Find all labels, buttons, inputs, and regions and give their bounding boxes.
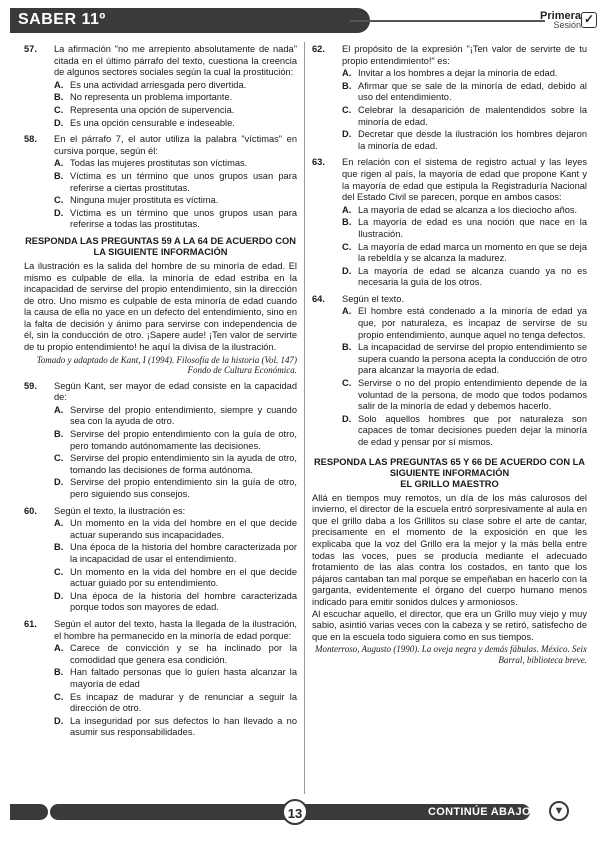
right-column: [312, 44, 587, 670]
question-stem: Según el texto.: [342, 293, 405, 304]
session-primera: Primera: [540, 10, 581, 22]
question-stem: En el párrafo 7, el autor utiliza la palabra "víctimas" en cursiva porque, según él:: [54, 134, 297, 156]
continue-label: CONTINÚE ABAJO: [428, 806, 531, 818]
question-number: 60.: [24, 505, 37, 516]
option-c[interactable]: C. Servirse o no del propio entendimiento depende de la voluntad de la persona, de modo que todos podamos salir de la minoría de edad y debemos hacerlo.: [342, 378, 587, 412]
option-a[interactable]: A. El hombre está condenado a la minoría de edad ya que, por naturaleza, es incapaz de servirse de su propio entendimiento, aunque aquel no tenga defectos.: [342, 306, 587, 340]
header-bar: [10, 8, 370, 33]
page-number: 13: [282, 799, 308, 825]
passage-grillo-2: Al escuchar aquello, el director, que era un Grillo muy viejo y muy sabio, asintió varias veces con la cabeza y se retiró, satisfecho de que en la escuela todo siguiera como en sus tiempos.: [312, 608, 587, 642]
option-d[interactable]: D. Víctima es un término que unos grupos usan para referirse a todas las prostitutas.: [54, 207, 297, 230]
question-58: [24, 134, 297, 231]
option-a[interactable]: A. Invitar a los hombres a dejar la minoría de edad.: [342, 68, 558, 79]
question-number: 59.: [24, 380, 37, 391]
option-d[interactable]: D. Decretar que desde la ilustración los hombres dejaron la minoría de edad.: [342, 129, 587, 151]
passage-grillo-1: Allá en tiempos muy remotos, un día de los más calurosos del invierno, el director de la escuela entró sorpresivamente al aula en que el grillo daba a los Grillitos su clase sobre el arte de cantar, precisamente en el momento de la exposición en que les explicaba que la voz del Grillo era la mejor y la más bella entre todas las voces, pues se producía mediante el adecuado frotamiento de las alas contra los costados, en tanto que los pájaros cantaban tan mal porque se empeñaban en hacerlo con la garganta, evidentemente el órgano del cuerpo humano menos indicado para emitir sonidos dulces y armoniosos.: [312, 492, 587, 607]
option-b[interactable]: B. La incapacidad de servirse del propio entendimiento se supera cuando la persona acepta la conducción de otro para alcanzar la mayoría de edad.: [342, 342, 587, 376]
question-stem: Según el texto, la ilustración es:: [54, 505, 186, 516]
option-c[interactable]: C. La mayoría de edad marca un momento en que se deja la rebeldía y se alcanza la madurez.: [342, 241, 587, 264]
check-icon: ✓: [581, 12, 597, 28]
option-a[interactable]: A. Todas las mujeres prostitutas son víctimas.: [54, 158, 248, 169]
section-heading: [312, 457, 587, 490]
exam-title: SABER 11º: [18, 11, 106, 28]
option-c[interactable]: C. Celebrar la desaparición de malentendidos sobre la minoría de edad.: [342, 104, 587, 127]
question-63: [312, 157, 587, 289]
option-d[interactable]: D. La mayoría de edad se alcanza cuando ya no es necesaria la guía de los otros.: [342, 265, 587, 288]
page-header: [10, 8, 597, 35]
citation: Monterroso, Augusto (1990). La oveja negra y demás fábulas. México. Seix Barral, biblioteca breve.: [315, 644, 587, 665]
option-d[interactable]: D. La inseguridad por sus defectos lo han llevado a no asumir sus responsabilidades.: [54, 715, 297, 738]
option-c[interactable]: C. Un momento en la vida del hombre en el que decide actuar guiado por su entendimiento.: [54, 566, 297, 589]
arrow-down-icon: ▼: [549, 801, 569, 821]
option-a[interactable]: A. Un momento en la vida del hombre en el que decide actuar superando sus incapacidades.: [54, 518, 297, 540]
question-60: [24, 506, 297, 614]
story-title: EL GRILLO MAESTRO: [400, 478, 499, 489]
question-59: [24, 381, 297, 501]
option-b[interactable]: B. Servirse del propio entendimiento con la guía de otro, pero tomando autónomamente las decisiones.: [54, 429, 297, 451]
column-divider: [304, 42, 305, 794]
page-footer: [10, 796, 597, 826]
option-b[interactable]: B. Afirmar que se sale de la minoría de edad, debido al uso del entendimiento.: [342, 80, 587, 103]
left-column: [24, 44, 297, 744]
option-c[interactable]: C. Representa una opción de supervencia.: [54, 104, 235, 115]
question-57: [24, 44, 297, 129]
option-d[interactable]: D. Servirse del propio entendimiento sin la guía de otro, pero siguiendo sus consejos.: [54, 477, 297, 499]
question-62: [312, 44, 587, 152]
option-b[interactable]: B. Han faltado personas que lo guíen hasta alcanzar la mayoría de edad: [54, 667, 297, 689]
question-number: 58.: [24, 134, 37, 145]
option-c[interactable]: C. Servirse del propio entendimiento sin la ayuda de otro, tomando las decisiones de forma autónoma.: [54, 453, 297, 475]
option-b[interactable]: B. Una época de la historia del hombre caracterizada por la incapacidad de usar el entendimiento.: [54, 542, 297, 564]
session-sesion: Sesión: [553, 20, 581, 30]
section-heading-text: RESPONDA LAS PREGUNTAS 65 Y 66 DE ACUERDO CON LA SIGUIENTE INFORMACIÓN: [313, 456, 586, 478]
question-61: [24, 619, 297, 739]
citation: Tomado y adaptado de Kant, I (1994). Filosofía de la historia (Vol. 147) Fondo de Cultura Económica.: [36, 354, 297, 376]
option-d[interactable]: D. Solo aquellos hombres que por naturaleza son capaces de tomar decisiones pueden dejar la minoría de edad y pensar por sí mismos.: [342, 413, 587, 447]
option-a[interactable]: A. Es una actividad arriesgada pero divertida.: [54, 79, 247, 90]
option-b[interactable]: B. La mayoría de edad es una noción que nace en la Ilustración.: [342, 217, 587, 239]
footer-bar-left: [10, 804, 48, 820]
option-b[interactable]: B. Víctima es un término que unos grupos usan para referirse a ciertas prostitutas.: [54, 170, 297, 193]
option-b[interactable]: B. No representa un problema importante.: [54, 92, 233, 103]
session-label: [540, 10, 581, 30]
question-number: 61.: [24, 618, 37, 629]
question-stem: En relación con el sistema de registro actual y las leyes que rigen al país, la mayoría de edad que propone Kant y la mayoría de edad que estipula la Registraduría Nacional del Estado Civil se parecen, porque en ambos casos:: [342, 157, 587, 203]
question-number: 63.: [312, 157, 325, 168]
option-a[interactable]: A. Carece de convicción y se ha inclinado por la comodidad que genera esa condición.: [54, 643, 297, 665]
question-stem: El propósito de la expresión "¡Ten valor de servirte de tu propio entendimiento!" es:: [342, 44, 587, 66]
question-stem: Según Kant, ser mayor de edad consiste en la capacidad de:: [54, 380, 297, 403]
option-c[interactable]: C. Ninguna mujer prostituta es víctima.: [54, 195, 219, 206]
option-d[interactable]: D. Una época de la historia del hombre caracterizada porque todos son mayores de edad.: [54, 590, 297, 613]
question-64: [312, 294, 587, 449]
question-stem: Según el autor del texto, hasta la llegada de la ilustración, el hombre ha permanecido en la minoría de edad porque:: [54, 618, 297, 641]
question-number: 57.: [24, 44, 37, 54]
question-stem: La afirmación "no me arrepiento absolutamente de nada" citada en el último párrafo del texto, cuestiona la creencia de algunos sectores sociales según la cual la prostitución:: [54, 44, 297, 78]
question-number: 64.: [312, 293, 325, 304]
option-d[interactable]: D. Es una opción censurable e indeseable.: [54, 117, 235, 128]
option-c[interactable]: C. Es incapaz de madurar y de renunciar a seguir la dirección de otro.: [54, 691, 297, 714]
option-a[interactable]: A. La mayoría de edad se alcanza a los dieciocho años.: [342, 204, 578, 215]
section-heading: RESPONDA LAS PREGUNTAS 59 A LA 64 DE ACUERDO CON LA SIGUIENTE INFORMACIÓN: [25, 235, 296, 257]
question-number: 62.: [312, 44, 325, 54]
option-a[interactable]: A. Servirse del propio entendimiento, siempre y cuando sea con la ayuda de otro.: [54, 404, 297, 427]
header-rule: [350, 20, 545, 22]
passage-kant: La ilustración es la salida del hombre de su minoría de edad. El mismo es culpable de ella. la minoría de edad estriba en la incapacidad de servirse del propio entendimiento, sin la dirección de otro. Uno mismo es culpable de esta minoría de edad cuando la causa de ella no yace en un defecto del entendimiento, sino en la falta de decisión y ánimo para servirse con independencia de él, sin la conducción de otro. ¡Sapere aude! ¡Ten valor de servirte de tu propio entendimiento! he aquí la divisa de la ilustración.: [24, 260, 297, 353]
